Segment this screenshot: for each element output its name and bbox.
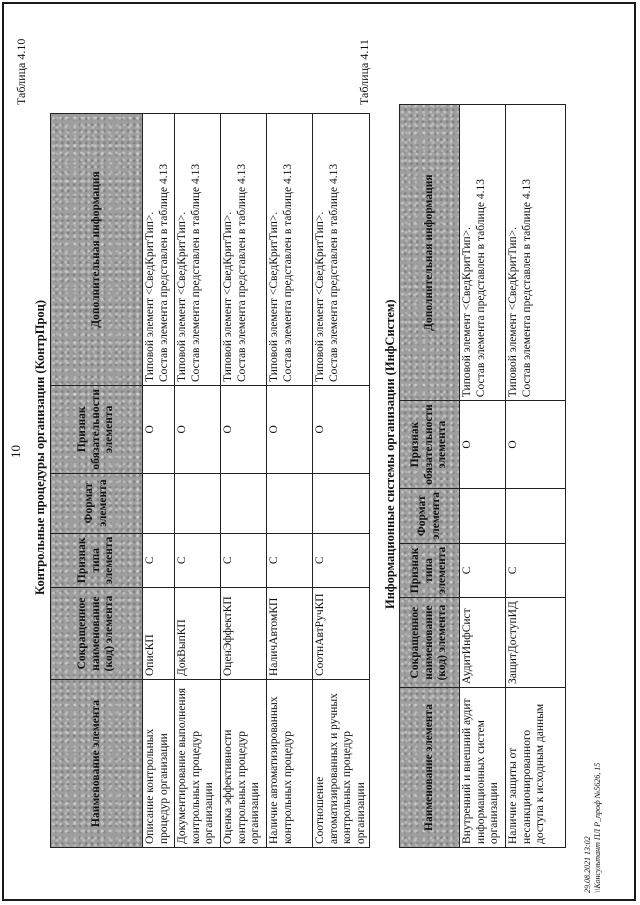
- cell-info: [313, 114, 370, 386]
- cell-required: О: [143, 386, 175, 474]
- cell-code: АудитИнфСист: [460, 598, 506, 688]
- info-line-1: Типовой элемент <СведКритТип>.: [461, 226, 473, 398]
- table-row: [267, 114, 313, 848]
- cell-name: Соотношение автоматизированных и ручных контрольных процедур организации: [313, 680, 370, 848]
- cell-required: О: [460, 401, 506, 489]
- cell-name: Наличие автоматизированных контрольных процедур: [267, 680, 313, 848]
- print-footer: [583, 763, 602, 893]
- info-line-1: Типовой элемент <СведКритТип>.: [507, 226, 519, 398]
- cell-name: Описание контрольных процедур организации: [143, 680, 175, 848]
- info-line-1: Типовой элемент <СведКритТип>.: [268, 211, 280, 383]
- cell-name: Оценка эффективности контрольных процедур организации: [221, 680, 267, 848]
- footer-timestamp: 29.08.2021 13:02: [583, 836, 592, 893]
- header-type: Признак типа элемента: [400, 543, 460, 597]
- page-number: 10: [8, 445, 23, 458]
- cell-info: [460, 105, 506, 401]
- cell-name: Документирование выполнения контрольных процедур организации: [175, 680, 221, 848]
- info-line-1: Типовой элемент <СведКритТип>.: [314, 211, 326, 383]
- footer-path: \\Консультант ПЛ Р_проф №5626, 15: [592, 762, 602, 893]
- table-row: [506, 105, 566, 848]
- cell-format: [313, 473, 370, 533]
- header-code: Сокращенное наименование (код) элемента: [51, 588, 143, 680]
- cell-code: СоотнАвтРучКП: [313, 588, 370, 680]
- cell-type: С: [221, 533, 267, 587]
- table-row: [175, 114, 221, 848]
- header-name: Наименование элемента: [400, 688, 460, 848]
- header-required: Признак обязательности элемента: [51, 386, 143, 474]
- header-type: Признак типа элемента: [51, 533, 143, 587]
- cell-info: [267, 114, 313, 386]
- cell-info: [175, 114, 221, 386]
- info-line-1: Типовой элемент <СведКритТип>.: [222, 211, 234, 383]
- header-name: Наименование элемента: [51, 680, 143, 848]
- table-4-11-label: Таблица 4.11: [357, 39, 371, 105]
- cell-format: [506, 488, 566, 543]
- cell-info: [221, 114, 267, 386]
- info-line-2: Состав элемента представлен в таблице 4.13: [189, 163, 202, 383]
- cell-name: Наличие защиты от несанкционированного доступа к исходным данным: [506, 688, 566, 848]
- table-4-11-title: Информационные системы организации (ИнфСистем): [383, 299, 397, 609]
- header-required: Признак обязательности элемента: [400, 401, 460, 489]
- table-row: [313, 114, 370, 848]
- table-row: [143, 114, 175, 848]
- cell-code: НаличАвтомКП: [267, 588, 313, 680]
- info-line-1: Типовой элемент <СведКритТип>.: [176, 211, 188, 383]
- cell-code: ЗащитДоступИД: [506, 598, 566, 688]
- cell-type: С: [313, 533, 370, 587]
- header-code: Сокращенное наименование (код) элемента: [400, 598, 460, 688]
- cell-type: С: [460, 543, 506, 597]
- cell-type: С: [506, 543, 566, 597]
- cell-code: ОписКП: [143, 588, 175, 680]
- cell-info: [143, 114, 175, 386]
- cell-required: О: [267, 386, 313, 474]
- table-4-10: [50, 113, 370, 848]
- info-line-2: Состав элемента представлен в таблице 4.13: [520, 179, 533, 398]
- table-4-10-label: Таблица 4.10: [14, 38, 28, 105]
- cell-type: С: [175, 533, 221, 587]
- info-line-2: Состав элемента представлен в таблице 4.13: [157, 163, 170, 383]
- info-line-2: Состав элемента представлен в таблице 4.13: [327, 163, 340, 383]
- cell-code: ОценЭффектКП: [221, 588, 267, 680]
- table-4-10-title: Контрольные процедуры организации (КонтрПроц): [33, 299, 47, 595]
- cell-code: ДокВыпКП: [175, 588, 221, 680]
- table-row: [221, 114, 267, 848]
- cell-required: О: [175, 386, 221, 474]
- cell-type: С: [267, 533, 313, 587]
- cell-required: О: [506, 401, 566, 489]
- cell-type: С: [143, 533, 175, 587]
- cell-format: [175, 473, 221, 533]
- info-line-2: Состав элемента представлен в таблице 4.13: [235, 163, 248, 383]
- table-row: [460, 105, 506, 848]
- header-format: Формат элемента: [51, 473, 143, 533]
- cell-name: Внутренний и внешний аудит информационных систем организации: [460, 688, 506, 848]
- cell-format: [221, 473, 267, 533]
- cell-format: [460, 488, 506, 543]
- info-line-2: Состав элемента представлен в таблице 4.13: [474, 179, 487, 398]
- info-line-1: Типовой элемент <СведКритТип>.: [144, 211, 156, 383]
- cell-required: О: [313, 386, 370, 474]
- cell-required: О: [221, 386, 267, 474]
- cell-format: [143, 473, 175, 533]
- table-4-11: [399, 104, 566, 848]
- header-info: Дополнительная информация: [51, 114, 143, 386]
- header-info: Дополнительная информация: [400, 105, 460, 401]
- info-line-2: Состав элемента представлен в таблице 4.13: [281, 163, 294, 383]
- cell-format: [267, 473, 313, 533]
- cell-info: [506, 105, 566, 401]
- header-format: Формат элемента: [400, 488, 460, 543]
